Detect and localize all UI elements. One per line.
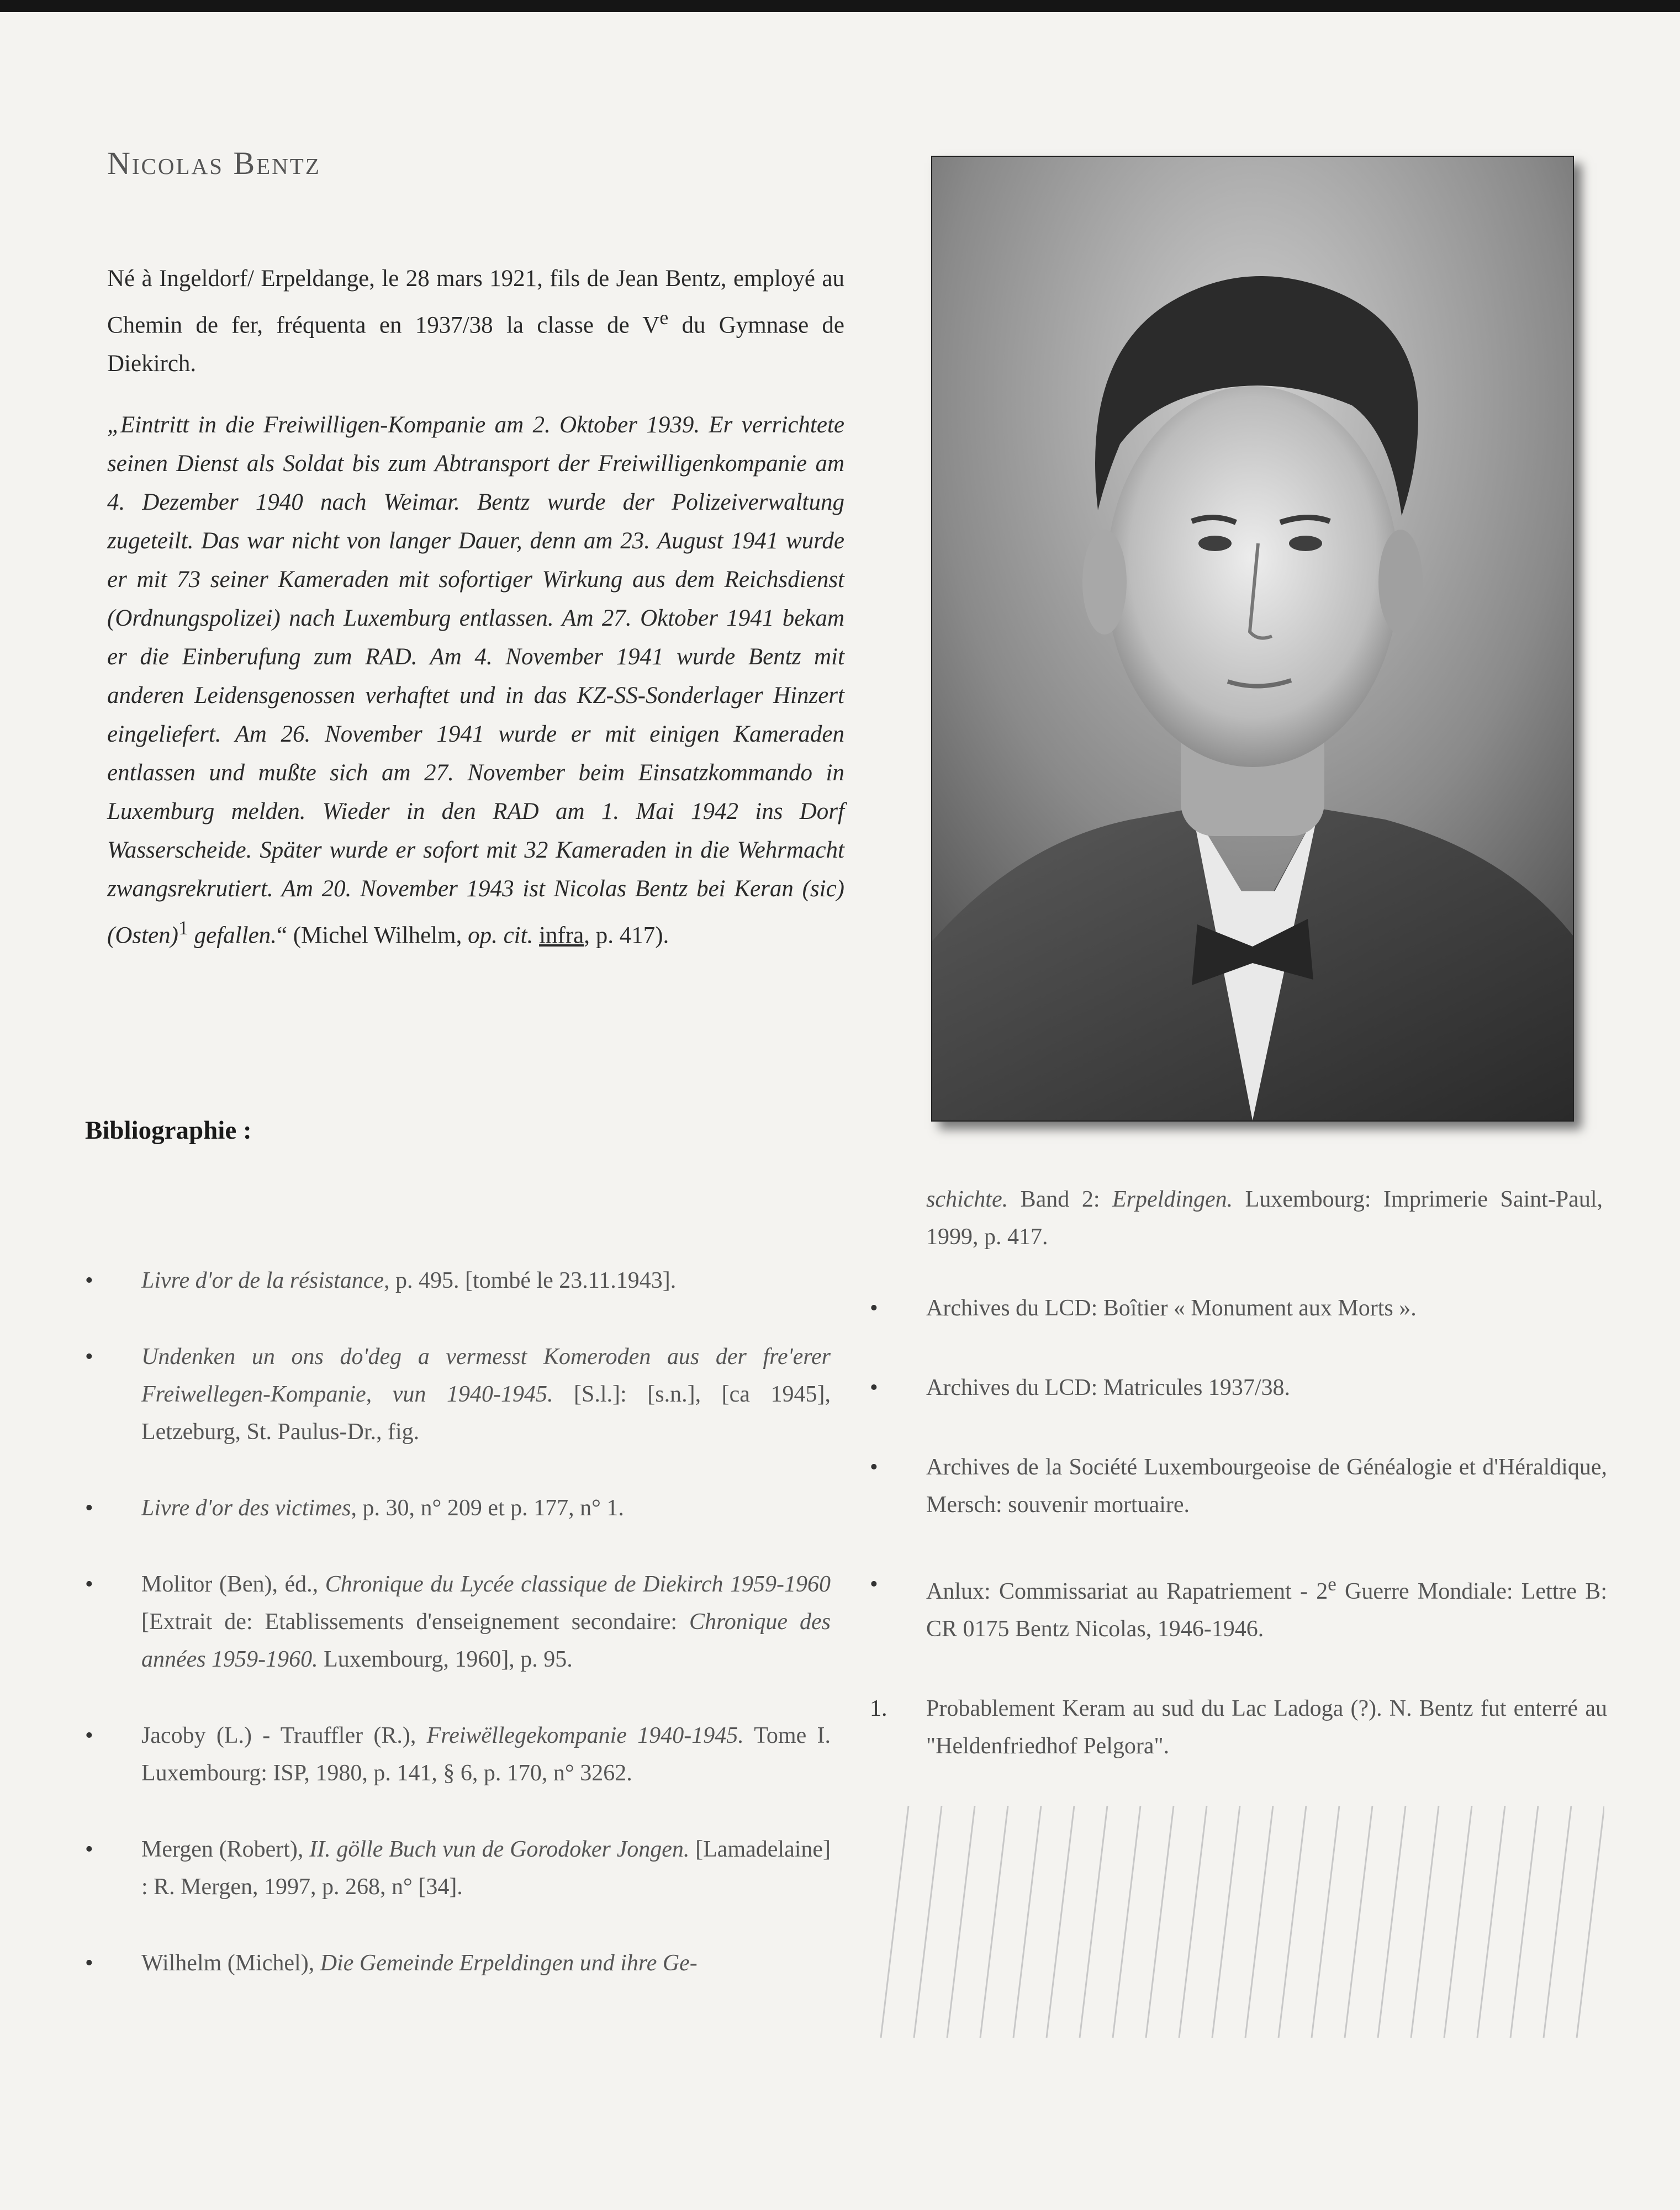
bullet: • [85,1572,93,1597]
decorative-hatching [870,1806,1604,2038]
footnote-marker: 1. [870,1696,887,1721]
list-item: • Archives du LCD: Boîtier « Monument aux Morts ». [870,1289,1607,1327]
bullet: • [870,1375,878,1400]
bullet: • [85,1950,93,1976]
quote-paragraph: „Eintritt in die Freiwilligen-Kompanie am 2. Oktober 1939. Er verrichtete seinen Dienst als Soldat bis zum Abtransport der Freiwilligenkompanie am 4. Dezember 1940 nach Weimar. Bentz wurde der Polizeiverwaltung zugeteilt. Das war nicht von langer Dauer, denn am 23. August 1941 wurde er mit 73 seiner Kameraden mit sofortiger Wirkung aus dem Reichsdienst (Ordnungspolizei) nach Luxemburg entlassen. Am 27. Oktober 1941 bekam er die Einberufung zum RAD. Am 4. November 1941 wurde Bentz mit anderen Leidensgenossen verhaftet und in das KZ-SS-Sonderlager Hinzert eingeliefert. Am 26. November 1941 wurde er mit einigen Kameraden entlassen und mußte sich am 27. November beim Einsatzkommando in Luxemburg melden. Wieder in den RAD am 1. Mai 1942 ins Dorf Wasserscheide. Später wurde er sofort mit 32 Kameraden in die Wehrmacht zwangsrekrutiert. Am 20. November 1943 ist Nicolas Bentz bei Keran (sic) (Osten)$^1$ gefallen.“ (Michel Wilhelm, op. cit. infra, p. 417). [107,412,844,949]
bibliography-list-right [870,1289,1607,1807]
page-title: Nicolas Bentz [107,145,321,181]
list-item: • Undenken un ons do'deg a vermesst Komeroden aus der fre'erer Freiwellegen-Kompanie, vun 1940-1945. [S.l.]: [s.n.], [ca 1945], Letzeburg, St. Paulus-Dr., fig. [85,1338,831,1451]
list-item: • Livre d'or des victimes, p. 30, n° 209 et p. 177, n° 1. [85,1489,831,1527]
bullet: • [85,1268,93,1293]
bullet: • [870,1572,878,1597]
list-item: • Archives du LCD: Matricules 1937/38. [870,1369,1607,1407]
list-item: • Molitor (Ben), éd., Chronique du Lycée classique de Diekirch 1959-1960 [Extrait de: Etablissements d'enseignement secondaire: Chronique des années 1959-1960. Luxembourg, 1960], p. 95. [85,1566,831,1678]
list-item: • Anlux: Commissariat au Rapatriement - 2e Guerre Mondiale: Lettre B: CR 0175 Bentz Nicolas, 1946-1946. [870,1566,1607,1648]
list-item: • Mergen (Robert), II. gölle Buch vun de Gorodoker Jongen. [Lamadelaine] : R. Mergen, 1997, p. 268, n° [34]. [85,1831,831,1906]
bullet: • [85,1495,93,1521]
bullet: • [870,1455,878,1480]
bullet: • [870,1296,878,1321]
list-item: • Livre d'or de la résistance, p. 495. [tombé le 23.11.1943]. [85,1262,831,1299]
list-item: • Wilhelm (Michel), Die Gemeinde Erpeldingen und ihre Ge- [85,1944,831,1982]
bibliography-continuation: schichte. Band 2: Erpeldingen. Luxembourg: Imprimerie Saint-Paul, 1999, p. 417. [926,1187,1603,1250]
bibliography-heading: Bibliographie : [85,1116,252,1145]
bullet: • [85,1837,93,1862]
footnote: 1. Probablement Keram au sud du Lac Ladoga (?). N. Bentz fut enterré au "Heldenfriedhof Pelgora". [870,1690,1607,1765]
bullet: • [85,1344,93,1370]
intro-paragraph: Né à Ingeldorf/ Erpeldange, le 28 mars 1921, fils de Jean Bentz, employé au Chemin de fer, fréquenta en 1937/38 la classe de Ve du Gymnase de Diekirch. [107,266,844,377]
bibliography-list-left [85,1262,831,2021]
list-item: • Jacoby (L.) - Trauffler (R.), Freiwëllegekompanie 1940-1945. Tome I. Luxembourg: ISP, 1980, p. 141, § 6, p. 170, n° 3262. [85,1717,831,1792]
portrait-photo [931,156,1574,1122]
portrait-illustration [932,157,1573,1120]
list-item: • Archives de la Société Luxembourgeoise de Généalogie et d'Héraldique, Mersch: souvenir mortuaire. [870,1448,1607,1524]
top-border [0,0,1680,12]
bullet: • [85,1723,93,1748]
